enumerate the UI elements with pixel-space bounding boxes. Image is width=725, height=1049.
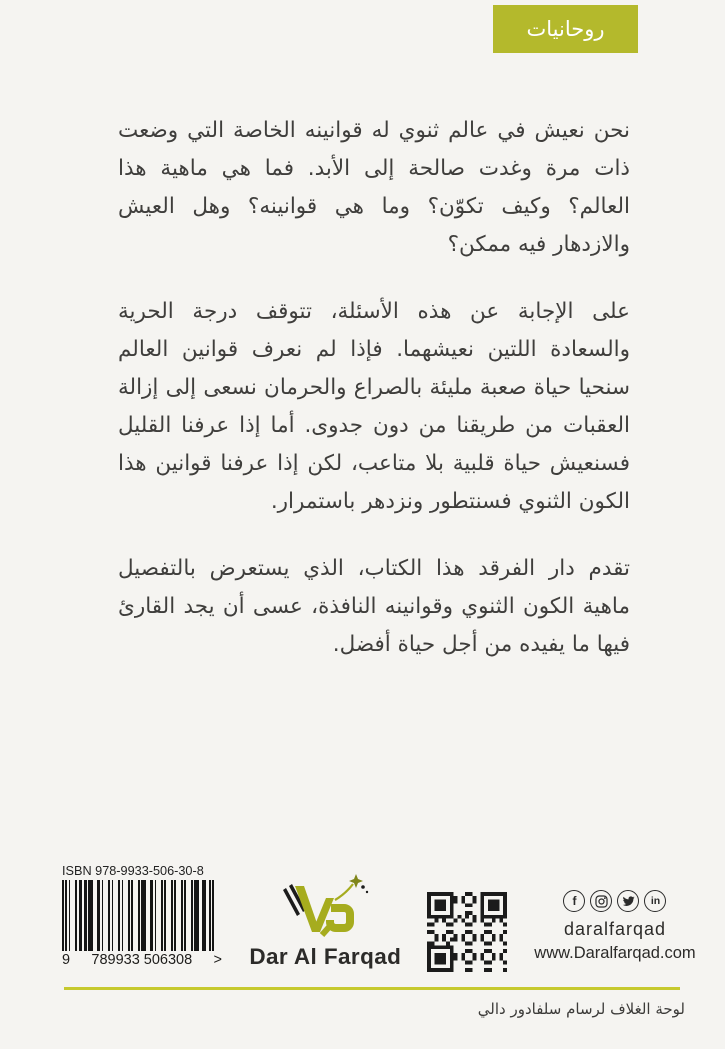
social-handle: daralfarqad bbox=[563, 919, 667, 939]
publisher-logo-block bbox=[246, 874, 404, 970]
qr-code bbox=[427, 892, 507, 972]
barcode-digit-right: > bbox=[213, 952, 222, 968]
barcode-digit-left: 9 bbox=[62, 952, 71, 968]
twitter-icon bbox=[617, 890, 639, 912]
website-url: www.Daralfarqad.com bbox=[534, 944, 696, 962]
barcode-digits bbox=[62, 952, 222, 968]
barcode-digit-main: 789933 506308 bbox=[91, 952, 193, 968]
paragraph-2: على الإجابة عن هذه الأسئلة، تتوقف درجة الحرية والسعادة اللتين نعيشهما. فإذا لم نعرف قوانين العالم سنحيا حياة صعبة مليئة بالصراع والحرمان نسعى إلى إزالة العقبات من طريقنا من دون جدوى. أما إذا عرفنا القليل فسنعيش حياة قلبية بلا متاعب، لكن إذا عرفنا قوانين هذا الكون الثنوي فسنتطور ونزدهر باستمرار. bbox=[118, 299, 630, 514]
social-block bbox=[529, 890, 701, 963]
barcode bbox=[62, 880, 214, 951]
social-icons-row bbox=[529, 890, 701, 912]
isbn-number: ISBN 978-9933-506-30-8 bbox=[62, 864, 204, 878]
footer-row bbox=[0, 864, 725, 972]
divider-rule bbox=[64, 987, 680, 990]
isbn-block bbox=[62, 864, 224, 968]
paragraph-1: نحن نعيش في عالم ثنوي له قوانينه الخاصة التي وضعت ذات مرة وغدت صالحة إلى الأبد. فما هي ماهية هذا العالم؟ وكيف تكوّن؟ وما هي قوانينه؟ وهل العيش والازدهار فيه ممكن؟ bbox=[118, 118, 630, 257]
publisher-name: Dar Al Farqad bbox=[249, 944, 402, 969]
facebook-icon: f bbox=[563, 890, 585, 912]
back-cover-text bbox=[118, 112, 630, 693]
publisher-logo-icon bbox=[277, 874, 373, 938]
category-badge: روحانيات bbox=[493, 5, 638, 53]
instagram-icon bbox=[590, 890, 612, 912]
linkedin-icon: in bbox=[644, 890, 666, 912]
paragraph-3: تقدم دار الفرقد هذا الكتاب، الذي يستعرض بالتفصيل ماهية الكون الثنوي وقوانينه النافذة، عسى أن يجد القارئ فيها ما يفيده من أجل حياة أفضل. bbox=[118, 556, 630, 657]
cover-art-credit: لوحة الغلاف لرسام سلفادور دالي bbox=[477, 1000, 685, 1018]
